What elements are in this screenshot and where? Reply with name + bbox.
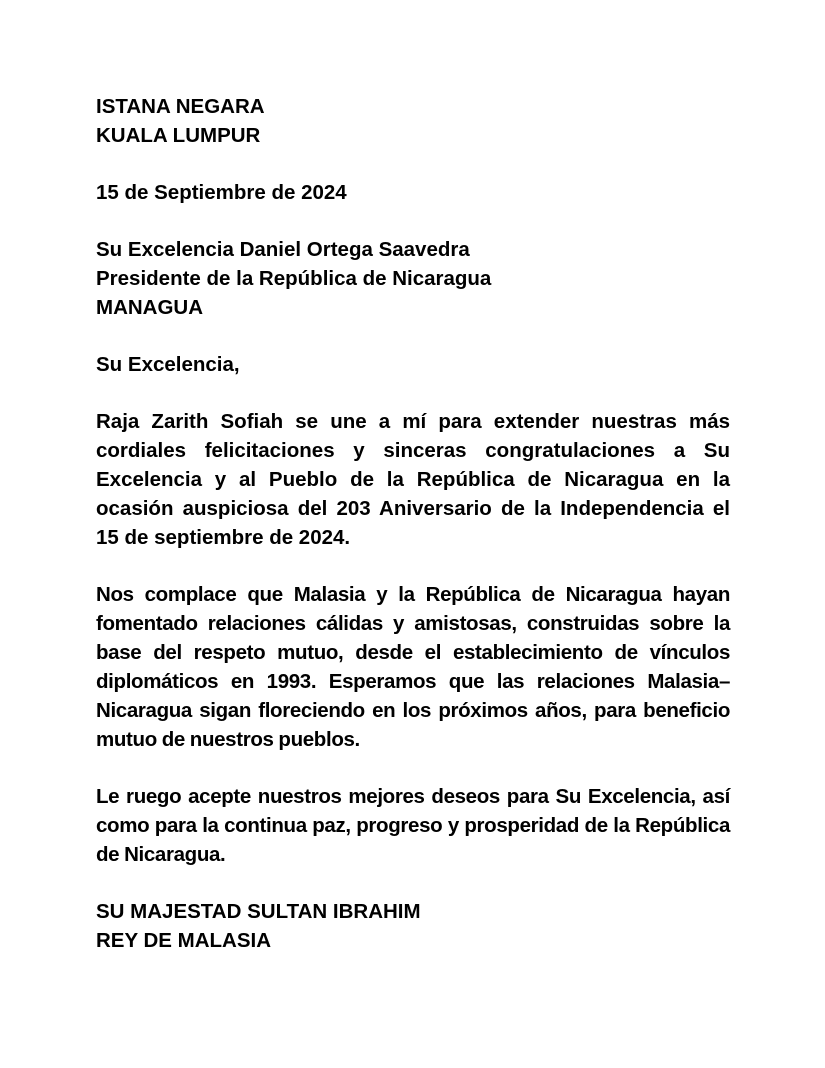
recipient-city: MANAGUA	[96, 296, 204, 319]
sender-address	[96, 92, 730, 150]
recipient-title: Presidente de la República de Nicaragua	[96, 267, 492, 290]
letter	[96, 92, 730, 983]
salutation-text: Su Excelencia,	[96, 353, 240, 376]
body-paragraph-3: Le ruego acepte nuestros mejores deseos para Su Excelencia, así como para la continua paz, progreso y prosperidad de la República de Nicaragua.	[96, 785, 730, 866]
recipient-address	[96, 235, 730, 322]
date-text: 15 de Septiembre de 2024	[96, 181, 347, 204]
letter-date	[96, 178, 730, 207]
recipient-name: Su Excelencia Daniel Ortega Saavedra	[96, 238, 470, 261]
sender-line-2: KUALA LUMPUR	[96, 124, 261, 147]
body-paragraph-1: Raja Zarith Sofiah se une a mí para extender nuestras más cordiales felicitaciones y sinceras congratulaciones a Su Excelencia y al Pueblo de la República de Nicaragua en la ocasión auspiciosa del 203 Aniversario de la Independencia el 15 de septiembre de 2024.	[96, 410, 730, 549]
signature-block	[96, 897, 730, 955]
sender-line-1: ISTANA NEGARA	[96, 95, 265, 118]
salutation	[96, 350, 730, 379]
body-paragraph-2: Nos complace que Malasia y la República de Nicaragua hayan fomentado relaciones cálidas y amistosas, construidas sobre la base del respeto mutuo, desde el establecimiento de vínculos diplomáticos en 1993. Esperamos que las relaciones Malasia–Nicaragua sigan floreciendo en los próximos años, para beneficio mutuo de nuestros pueblos.	[96, 583, 730, 751]
signature-line-1: SU MAJESTAD SULTAN IBRAHIM	[96, 900, 421, 923]
signature-line-2: REY DE MALASIA	[96, 929, 272, 952]
